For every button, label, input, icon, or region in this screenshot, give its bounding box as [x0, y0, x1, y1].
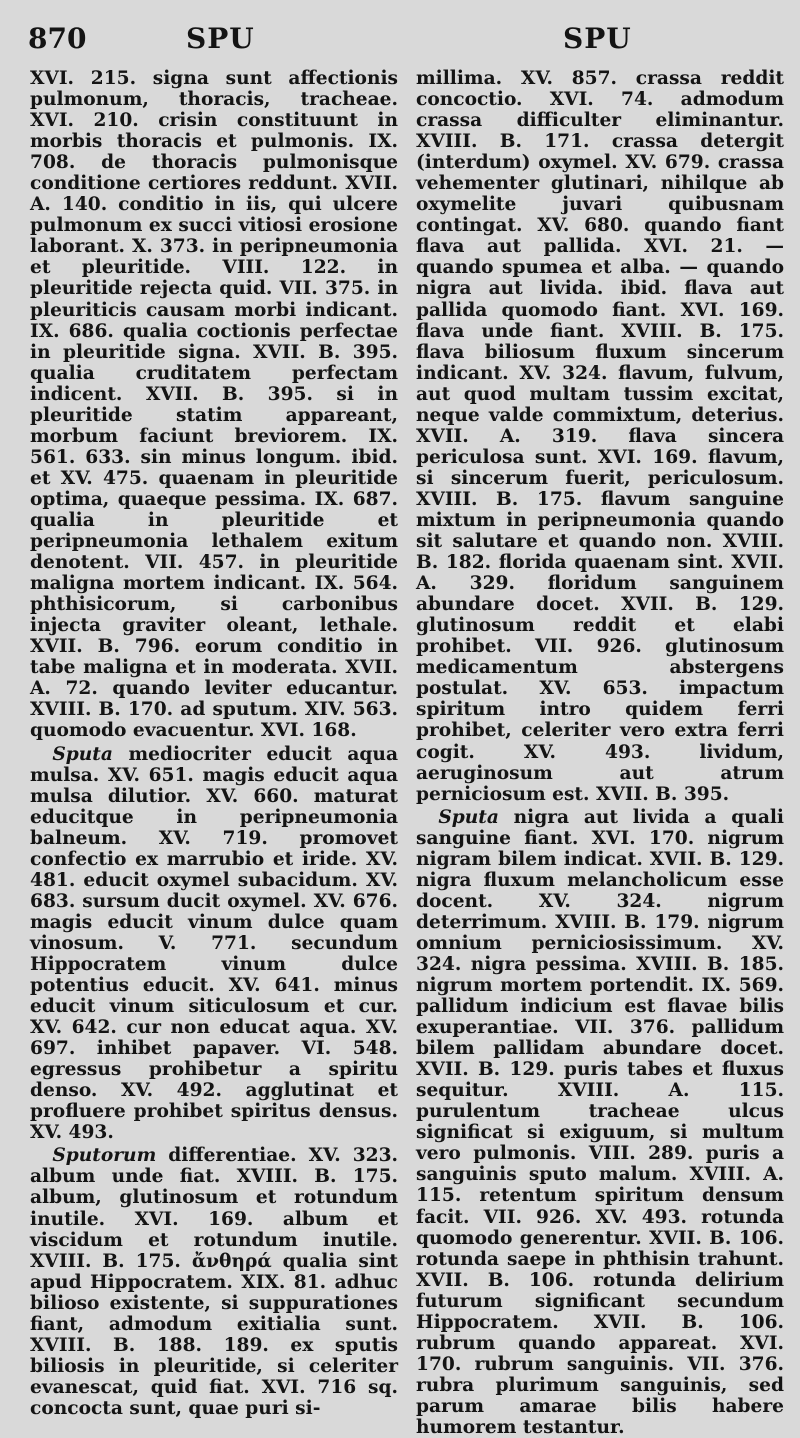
left-paragraph-3: [30, 1145, 398, 1419]
entry-lead-word: Sputa: [52, 743, 113, 765]
entry-text: mediocriter educit aqua mulsa. XV. 651. magis educit aqua mulsa dilutior. XV. 660. maturat educitque in peripneumonia balneum. XV. 719. promovet confectio ex marrubio et iride. XV. 481. educit oxymel subacidum. XV. 683. sursum ducit oxymel. XV. 676. magis educit vinum dulce quam vinosum. V. 771. secundum Hippocratem vinum dulce potentius educit. XV. 641. minus educit vinum siticulosum et cur. XV. 642. cur non educat aqua. XV. 697. inhibet papaver. VI. 548. egressus prohibetur a spiritu denso. XV. 492. agglutinat et profluere prohibet spiritus densus. XV. 493.: [30, 743, 398, 1144]
right-paragraph-1: millima. XV. 857. crassa reddit concoctio. XVI. 74. admodum crassa difficulter eliminantur. XVIII. B. 171. crassa detergit (interdum) oxymel. XV. 679. crassa vehementer glutinari, nihilque ab oxymelite juvari quibusnam contingat. XV. 680. quando fiant flava aut pallida. XVI. 21. — quando spumea et alba. — quando nigra aut livida. ibid. flava aut pallida quomodo fiant. XVI. 169. flava unde fiant. XVIII. B. 175. flava biliosum fluxum sincerum indicant. XV. 324. flavum, fulvum, aut quod multam tussim excitat, neque valde commixtum, deterius. XVII. A. 319. flava sincera periculosa sunt. XVI. 169. flavum, si sincerum fuerit, periculosum. XVIII. B. 175. flavum sanguine mixtum in peripneumonia quando sit salutare et quando non. XVIII. B. 182. florida quaenam sint. XVII. A. 329. floridum sanguinem abundare docet. XVII. B. 129. glutinosum reddit et elabi prohibet. VII. 926. glutinosum medicamentum abstergens postulat. XV. 653. impactum spiritum intro quidem ferri prohibet, celeriter vero extra ferri cogit. XV. 493. lividum, aeruginosum aut atrum perniciosum est. XVII. B. 395.: [416, 68, 784, 805]
entry-lead-word: Sputa: [438, 806, 499, 828]
right-column: [416, 68, 784, 1438]
entry-text: differentiae. XV. 323. album unde fiat. XVIII. B. 175. album, glutinosum et rotundum inutile. XVI. 169. album et viscidum et rotundum inutile. XVIII. B. 175. ἄνθηρά qualia sint apud Hippocratem. XIX. 81. adhuc bilioso existente, si suppurationes fiant, admodum exitialia sunt. XVIII. B. 188. 189. ex sputis biliosis in pleuritide, si celeriter evanescat, quid fiat. XVI. 716 sq. concocta sunt, quae puri si-: [30, 1145, 398, 1419]
running-head-left: SPU: [186, 22, 255, 55]
entry-text: nigra aut livida a quali sanguine fiant. XVI. 170. nigrum nigram bilem indicat. XVII. B. 129. nigra fluxum melancholicum esse docent. XV. 324. nigrum deterrimum. XVIII. B. 179. nigrum omnium perniciosissimum. XV. 324. nigra pessima. XVIII. B. 185. nigrum mortem portendit. IX. 569. pallidum indicium est flavae bilis exuperantiae. VII. 376. pallidum bilem pallidam abundare docet. XVII. B. 129. puris tabes et fluxus sequitur. XVIII. A. 115. purulentum tracheae ulcus significat si exiguum, si multum vero pulmonis. VIII. 289. puris a sanguinis sputo malum. XVIII. A. 115. retentum spiritum densum facit. VII. 926. XV. 493. rotunda quomodo generentur. XVII. B. 106. rotunda saepe in phthisin trahunt. XVII. B. 106. rotunda delirium futurum significant secundum Hippocratem. XVII. B. 106. rubrum quando appareat. XVI. 170. rubrum sanguinis. VII. 376. rubra plurimum sanguinis, sed parum amarae bilis habere humorem testantur.: [416, 806, 784, 1438]
right-paragraph-2: [416, 807, 784, 1438]
left-column: [30, 68, 398, 1419]
left-paragraph-1: XVI. 215. signa sunt affectionis pulmonum, thoracis, tracheae. XVI. 210. crisin constituunt in morbis thoracis et pulmonis. IX. 708. de thoracis pulmonisque conditione certiores reddunt. XVII. A. 140. conditio in iis, qui ulcere pulmonum ex succi vitiosi erosione laborant. X. 373. in peripneumonia et pleuritide. VIII. 122. in pleuritide rejecta quid. VII. 375. in pleuriticis causam morbi indicant. IX. 686. qualia coctionis perfectae in pleuritide signa. XVII. B. 395. qualia cruditatem perfectam indicent. XVII. B. 395. si in pleuritide statim appareant, morbum faciunt breviorem. IX. 561. 633. sin minus longum. ibid. et XV. 475. quaenam in pleuritide optima, quaeque pessima. IX. 687. qualia in pleuritide et peripneumonia lethalem exitum denotent. VII. 457. in pleuritide maligna mortem indicant. IX. 564. phthisicorum, si carbonibus injecta graviter oleant, lethale. XVII. B. 796. eorum conditio in tabe maligna et in moderata. XVII. A. 72. quando leviter educantur. XVIII. B. 170. ad sputum. XIV. 563. quomodo evacuentur. XVI. 168.: [30, 68, 398, 742]
running-head-right: SPU: [563, 22, 632, 55]
page-number: 870: [28, 22, 87, 55]
entry-lead-word: Sputorum: [52, 1145, 157, 1167]
left-paragraph-2: [30, 744, 398, 1144]
